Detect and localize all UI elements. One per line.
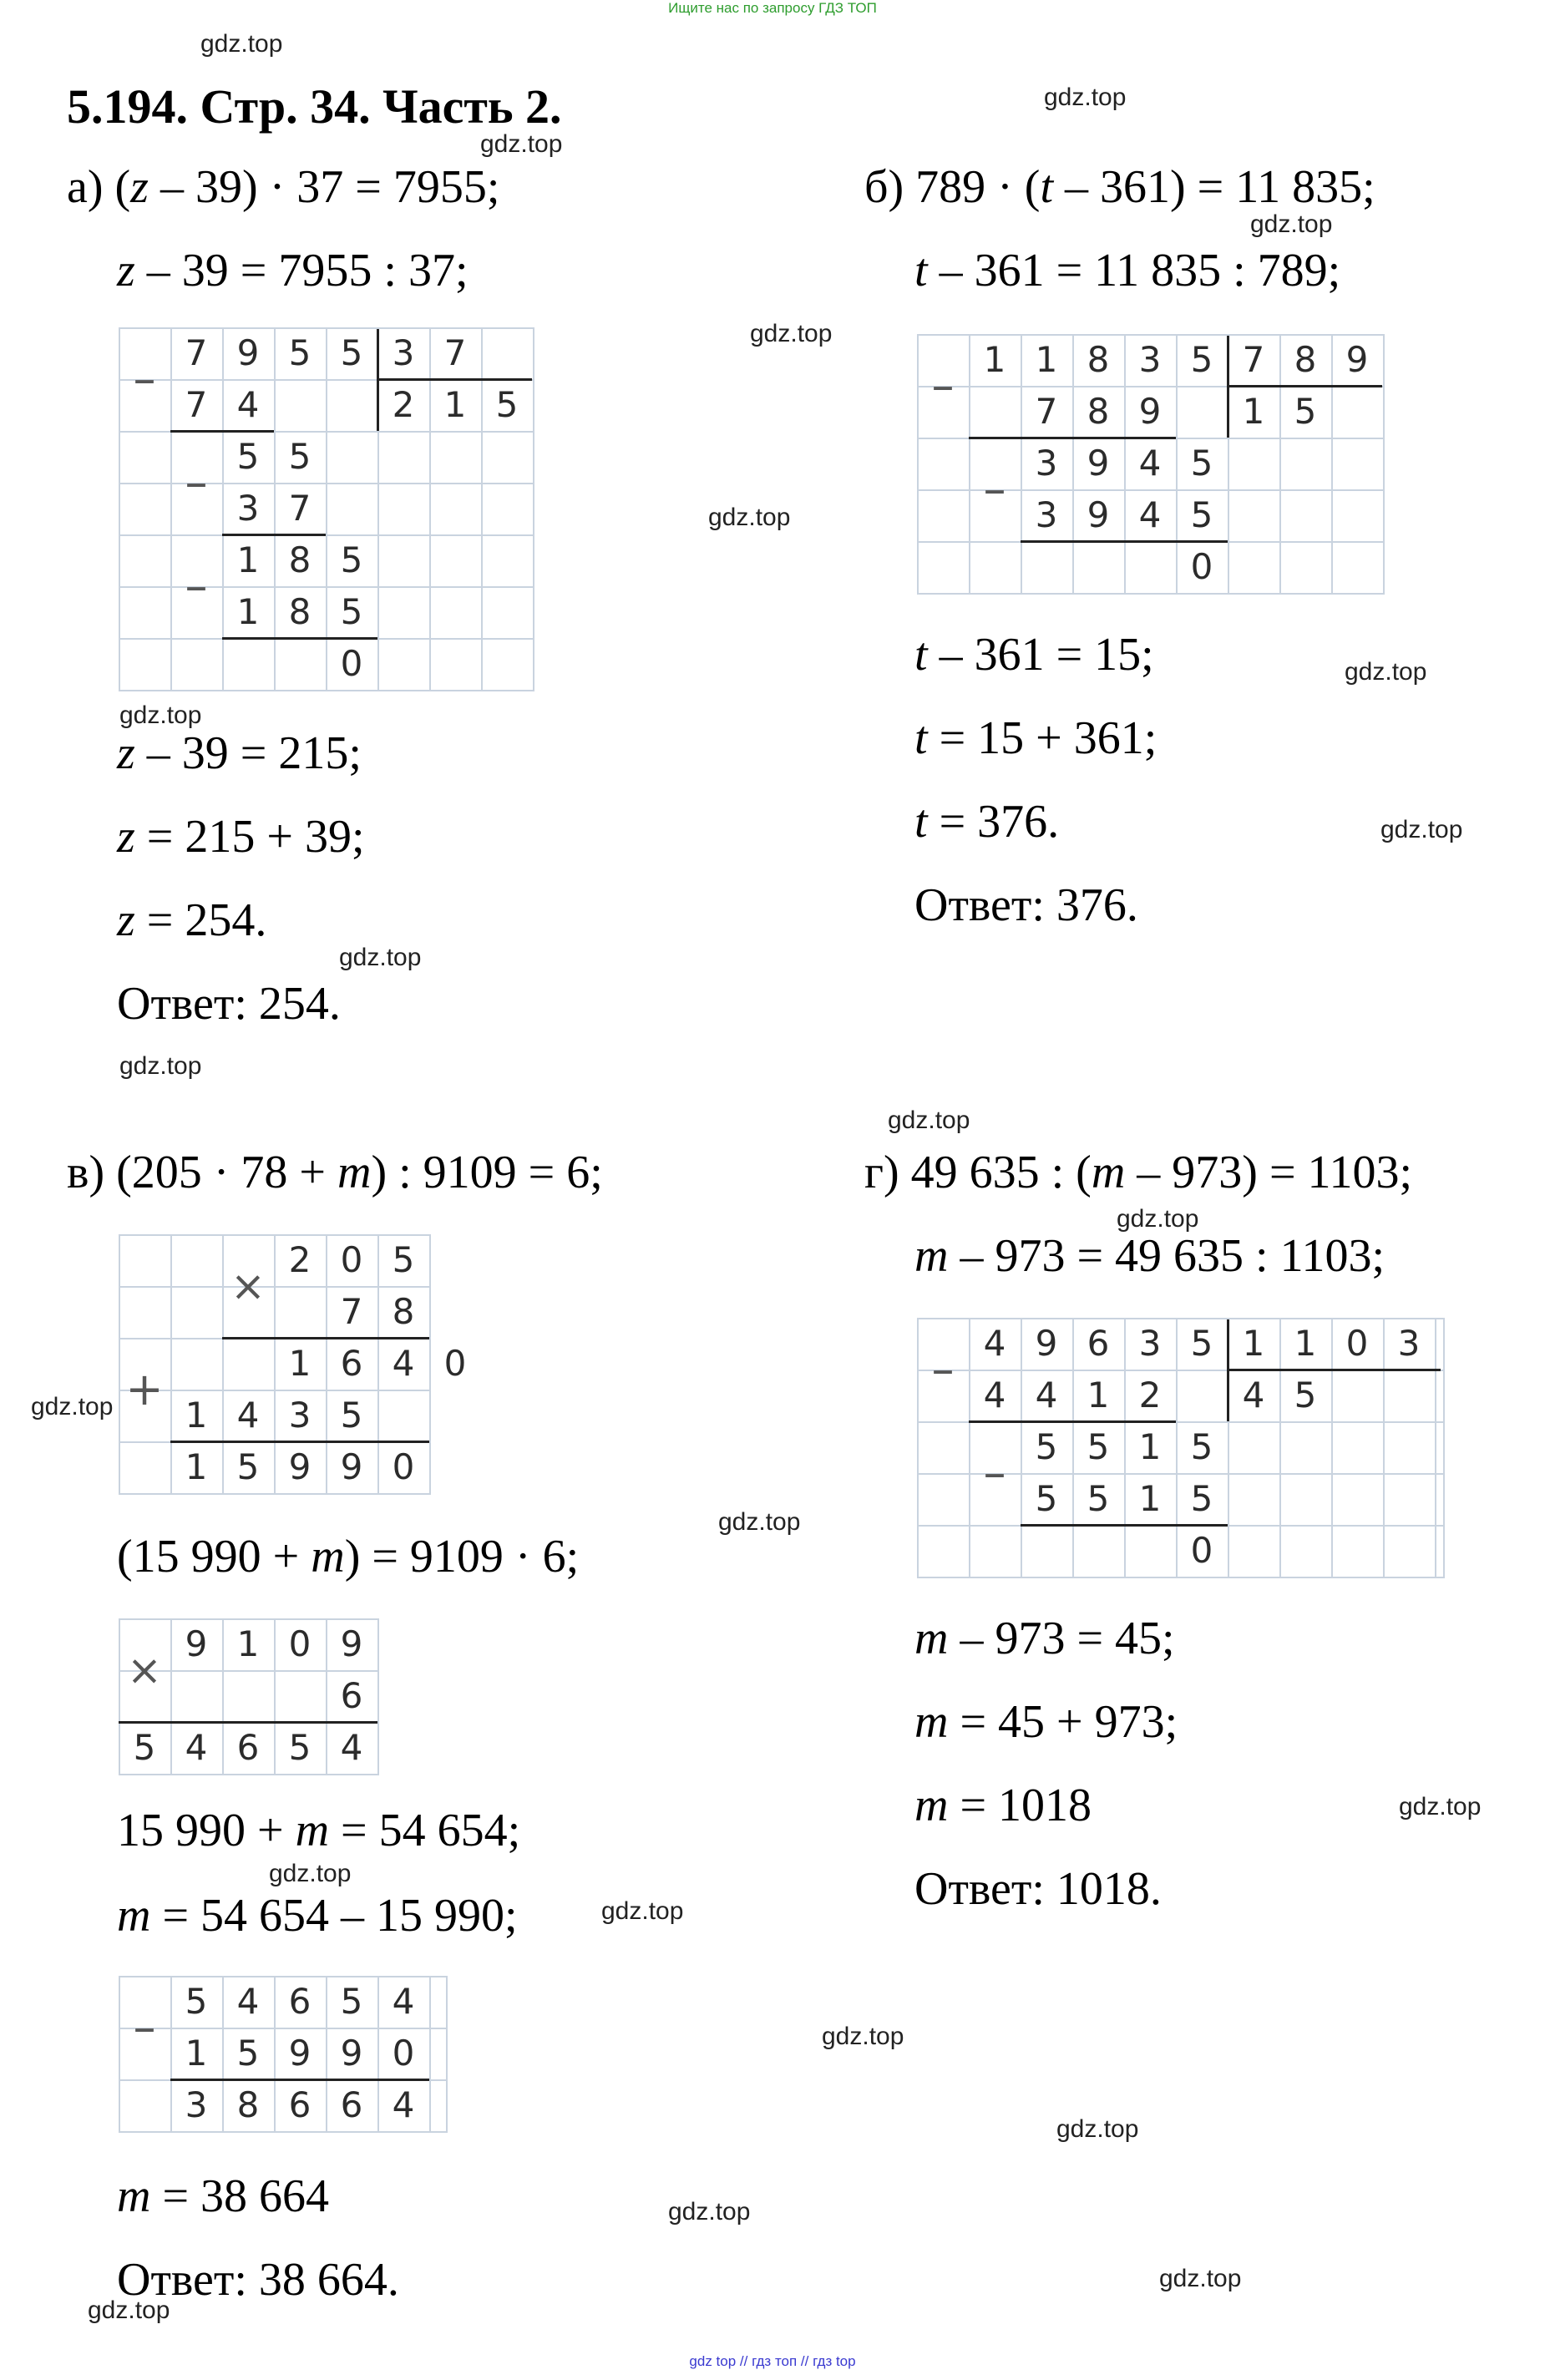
digit: 1 (443, 384, 467, 425)
digit: 5 (340, 1981, 363, 2022)
digit: 9 (340, 1446, 363, 1487)
digit: 9 (288, 2033, 312, 2074)
digit: 2 (392, 384, 415, 425)
watermark: gdz.top (1117, 1205, 1199, 1233)
a-answer: Ответ: 254. (117, 978, 341, 1030)
digit: 3 (236, 488, 260, 529)
watermark: gdz.top (119, 1052, 202, 1080)
watermark: gdz.top (119, 701, 202, 729)
digit: 5 (288, 332, 312, 373)
digit: 3 (185, 2084, 208, 2125)
a-equation-5: z = 254. (117, 894, 267, 946)
g-equation-3: m – 973 = 45; (914, 1613, 1175, 1664)
watermark: gdz.top (1056, 2115, 1139, 2143)
a-equation-4: z = 215 + 39; (117, 811, 365, 863)
digit: 9 (1087, 443, 1110, 484)
watermark: gdz.top (708, 504, 791, 531)
digit: 6 (340, 2084, 363, 2125)
digit: 5 (340, 1395, 363, 1436)
digit: 5 (236, 436, 260, 477)
digit: 8 (288, 539, 312, 580)
digit: 1 (185, 1395, 208, 1436)
v-multiplication-1: × 2 0 5 7 8 + 1 6 4 0 1 4 3 5 1 5 9 9 0 (119, 1234, 431, 1495)
digit: 0 (1190, 546, 1213, 587)
v-equation-3: 15 990 + m = 54 654; (117, 1805, 521, 1856)
digit: 1 (236, 591, 260, 632)
digit: 3 (1138, 339, 1162, 380)
a-equation-1: а) (z – 39) · 37 = 7955; (67, 161, 500, 213)
digit: 4 (1138, 494, 1162, 535)
b-answer: Ответ: 376. (914, 879, 1138, 931)
digit: 4 (983, 1323, 1006, 1364)
digit: 4 (340, 1727, 363, 1768)
digit: 7 (1035, 391, 1058, 432)
b-equation-5: t = 376. (914, 796, 1060, 848)
digit: 4 (983, 1375, 1006, 1415)
digit: 4 (236, 1395, 260, 1436)
digit: 9 (236, 332, 260, 373)
watermark: gdz.top (822, 2023, 904, 2050)
a-equation-2: z – 39 = 7955 : 37; (117, 245, 469, 296)
page-title: 5.194. Стр. 34. Часть 2. (67, 79, 562, 134)
digit: 0 (392, 1446, 415, 1487)
digit: 1 (1242, 1323, 1265, 1364)
digit: 1 (1138, 1478, 1162, 1519)
digit: 5 (236, 2033, 260, 2074)
digit: 5 (392, 1239, 415, 1280)
digit: 7 (288, 488, 312, 529)
digit: 9 (185, 1623, 208, 1664)
watermark: gdz.top (31, 1393, 114, 1420)
v-equation-1: в) (205 · 78 + m) : 9109 = 6; (67, 1147, 603, 1198)
g-equation-2: m – 973 = 49 635 : 1103; (914, 1230, 1385, 1282)
digit: 0 (340, 1239, 363, 1280)
digit: 7 (185, 384, 208, 425)
digit: 1 (185, 2033, 208, 2074)
digit: 8 (288, 591, 312, 632)
digit: 4 (1035, 1375, 1058, 1415)
v-answer: Ответ: 38 664. (117, 2254, 399, 2306)
digit: 0 (392, 2033, 415, 2074)
digit: 0 (1190, 1530, 1213, 1571)
watermark: gdz.top (750, 320, 833, 347)
digit: 4 (236, 384, 260, 425)
digit: 2 (288, 1239, 312, 1280)
digit: 1 (236, 1623, 260, 1664)
digit: 7 (1242, 339, 1265, 380)
digit: 6 (1087, 1323, 1110, 1364)
digit: 5 (340, 539, 363, 580)
digit: 7 (340, 1291, 363, 1332)
digit: 5 (1190, 443, 1213, 484)
watermark: gdz.top (88, 2296, 170, 2324)
watermark: gdz.top (668, 2198, 751, 2226)
b-equation-2: t – 361 = 11 835 : 789; (914, 245, 1341, 296)
digit: 9 (288, 1446, 312, 1487)
digit: 4 (392, 1343, 415, 1384)
header-note: Ищите нас по запросу ГДЗ ТОП (668, 0, 877, 16)
digit: 2 (1138, 1375, 1162, 1415)
watermark: gdz.top (339, 944, 422, 971)
watermark: gdz.top (1250, 210, 1333, 238)
digit: 5 (340, 332, 363, 373)
digit: 9 (1087, 494, 1110, 535)
digit: 8 (392, 1291, 415, 1332)
digit: 5 (340, 591, 363, 632)
v-equation-4: m = 54 654 – 15 990; (117, 1890, 518, 1942)
digit: 3 (1397, 1323, 1421, 1364)
digit: 6 (340, 1675, 363, 1716)
g-long-division: – 4 9 6 3 5 1 1 0 3 4 5 4 4 1 2 – 5 5 1 5 5 5 1 5 0 (917, 1318, 1445, 1578)
digit: 9 (1345, 339, 1369, 380)
digit: 3 (1035, 443, 1058, 484)
a-equation-3: z – 39 = 215; (117, 727, 362, 779)
digit: 1 (1242, 391, 1265, 432)
digit: 0 (443, 1343, 467, 1384)
watermark: gdz.top (601, 1897, 684, 1925)
b-equation-3: t – 361 = 15; (914, 629, 1154, 681)
digit: 5 (288, 436, 312, 477)
digit: 0 (1345, 1323, 1369, 1364)
watermark: gdz.top (480, 130, 563, 158)
watermark: gdz.top (1044, 84, 1127, 111)
digit: 5 (1190, 1426, 1213, 1467)
digit: 1 (185, 1446, 208, 1487)
digit: 3 (1138, 1323, 1162, 1364)
digit: 4 (236, 1981, 260, 2022)
digit: 9 (340, 1623, 363, 1664)
digit: 5 (133, 1727, 156, 1768)
digit: 1 (236, 539, 260, 580)
watermark: gdz.top (1399, 1793, 1482, 1820)
watermark: gdz.top (269, 1860, 352, 1887)
digit: 4 (185, 1727, 208, 1768)
digit: 5 (1190, 494, 1213, 535)
watermark: gdz.top (1159, 2265, 1242, 2292)
footer-note: gdz top // гдз топ // гдз top (689, 2353, 856, 2369)
v-multiplication-2: × 9 1 0 9 6 5 4 6 5 4 (119, 1618, 379, 1775)
g-equation-5: m = 1018 (914, 1780, 1092, 1831)
digit: 7 (185, 332, 208, 373)
v-equation-2: (15 990 + m) = 9109 · 6; (117, 1531, 580, 1582)
digit: 3 (1035, 494, 1058, 535)
digit: 5 (1087, 1426, 1110, 1467)
watermark: gdz.top (888, 1106, 970, 1134)
digit: 0 (288, 1623, 312, 1664)
digit: 9 (340, 2033, 363, 2074)
digit: 1 (1294, 1323, 1317, 1364)
digit: 9 (1138, 391, 1162, 432)
watermark: gdz.top (1380, 816, 1463, 843)
b-long-division: – 1 1 8 3 5 7 8 9 1 5 7 8 9 – 3 9 4 5 3 9 4 5 0 (917, 334, 1385, 595)
digit: 5 (495, 384, 519, 425)
digit: 4 (392, 2084, 415, 2125)
b-equation-1: б) 789 · (t – 361) = 11 835; (864, 161, 1375, 213)
digit: 9 (1035, 1323, 1058, 1364)
digit: 8 (1294, 339, 1317, 380)
digit: 1 (983, 339, 1006, 380)
digit: 5 (1035, 1426, 1058, 1467)
digit: 4 (1242, 1375, 1265, 1415)
digit: 3 (288, 1395, 312, 1436)
digit: 5 (1087, 1478, 1110, 1519)
digit: 5 (1035, 1478, 1058, 1519)
watermark: gdz.top (718, 1508, 801, 1536)
digit: 0 (340, 643, 363, 684)
digit: 6 (340, 1343, 363, 1384)
watermark: gdz.top (200, 30, 283, 58)
digit: 6 (288, 2084, 312, 2125)
v-subtraction: – 5 4 6 5 4 1 5 9 9 0 3 8 6 6 4 (119, 1976, 448, 2133)
watermark: gdz.top (1345, 658, 1427, 686)
digit: 6 (288, 1981, 312, 2022)
digit: 8 (236, 2084, 260, 2125)
g-equation-1: г) 49 635 : (m – 973) = 1103; (864, 1147, 1413, 1198)
g-equation-4: m = 45 + 973; (914, 1696, 1178, 1748)
digit: 3 (392, 332, 415, 373)
digit: 5 (288, 1727, 312, 1768)
digit: 5 (236, 1446, 260, 1487)
digit: 1 (1138, 1426, 1162, 1467)
digit: 5 (1294, 1375, 1317, 1415)
b-equation-4: t = 15 + 361; (914, 712, 1157, 764)
digit: 5 (1190, 1478, 1213, 1519)
digit: 7 (443, 332, 467, 373)
digit: 1 (288, 1343, 312, 1384)
digit: 6 (236, 1727, 260, 1768)
g-answer: Ответ: 1018. (914, 1863, 1162, 1915)
digit: 5 (185, 1981, 208, 2022)
v-equation-5: m = 38 664 (117, 2170, 330, 2222)
digit: 1 (1035, 339, 1058, 380)
digit: 8 (1087, 339, 1110, 380)
digit: 4 (392, 1981, 415, 2022)
digit: 4 (1138, 443, 1162, 484)
digit: 1 (1087, 1375, 1110, 1415)
digit: 8 (1087, 391, 1110, 432)
digit: 5 (1190, 1323, 1213, 1364)
digit: 5 (1190, 339, 1213, 380)
digit: 5 (1294, 391, 1317, 432)
a-long-division: – 7 9 5 5 3 7 2 1 5 7 4 – 5 5 3 7 – 1 8 5 1 8 5 0 (119, 327, 534, 691)
